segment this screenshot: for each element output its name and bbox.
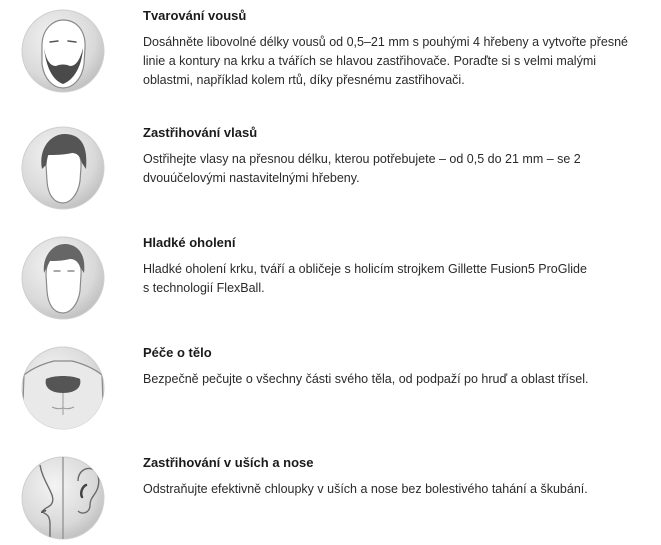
feature-title: Péče o tělo <box>143 345 212 360</box>
feature-description: Bezpečně pečujte o všechny části svého těla, od podpaží po hruď a oblast třísel. <box>143 372 589 386</box>
feature-description: Odstraňujte efektivně chloupky v uších a nose bez bolestivého tahání a škubání. <box>143 482 588 496</box>
shaved-face-icon <box>20 235 106 321</box>
feature-title: Tvarování vousů <box>143 8 247 23</box>
body-chest-icon <box>20 345 106 431</box>
feature-description: Ostřihejte vlasy na přesnou délku, kterou potřebujete – od 0,5 do 21 mm – se 2 dvouúčelovými nastavitelnými hřebeny. <box>143 152 581 185</box>
feature-title: Zastřihování vlasů <box>143 125 258 140</box>
feature-title: Hladké oholení <box>143 235 236 250</box>
beard-face-icon <box>20 8 106 94</box>
feature-description: Hladké oholení krku, tváří a obličeje s holicím strojkem Gillette Fusion5 ProGlide s technologií FlexBall. <box>143 262 587 295</box>
feature-description: Dosáhněte libovolné délky vousů od 0,5–21 mm s pouhými 4 hřebeny a vytvořte přesné linie a kontury na krku a tvářích se hlavou zastřihovače. Poraďte si s velmi malými oblastmi, například kolem rtů, díky přesnému zastřihovači. <box>143 35 629 87</box>
hair-head-icon <box>20 125 106 211</box>
feature-title: Zastřihování v uších a nose <box>143 455 314 470</box>
ear-nose-icon <box>20 455 106 541</box>
